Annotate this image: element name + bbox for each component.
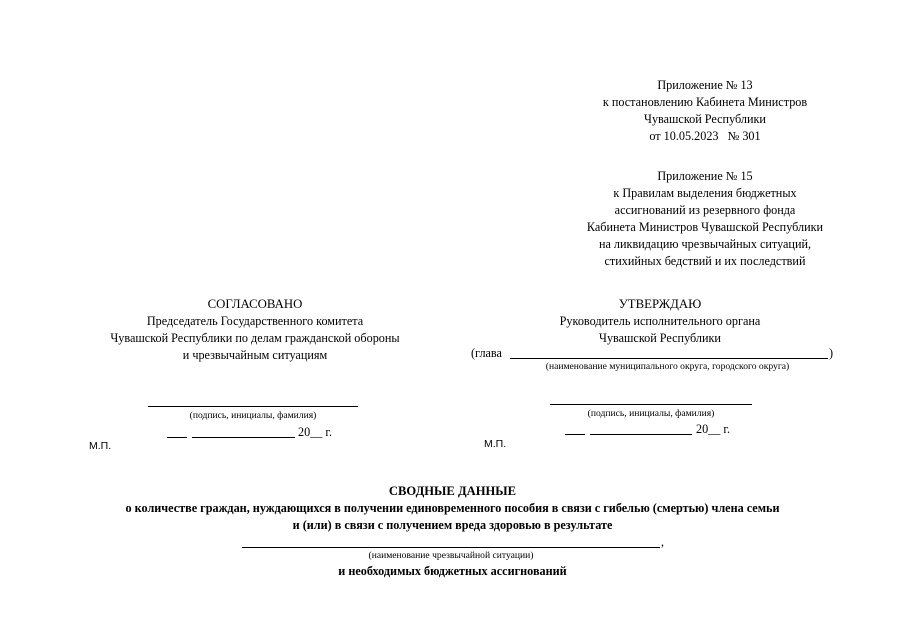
- appendix-15-line: ассигнований из резервного фонда: [614, 203, 796, 217]
- approve-line: Чувашской Республики: [599, 331, 721, 345]
- approve-head-suffix: ): [829, 346, 834, 360]
- agreed-date-day-line: [167, 437, 187, 438]
- approve-head-prefix: (глава: [471, 346, 502, 360]
- agreed-line: Председатель Государственного комитета: [146, 314, 364, 328]
- emergency-name-caption: (наименование чрезвычайной ситуации): [368, 550, 534, 561]
- appendix-15-line: Кабинета Министров Чувашской Республики: [586, 220, 824, 234]
- agreed-signature-caption: (подпись, инициалы, фамилия): [189, 410, 317, 421]
- agreed-line: Чувашской Республики по делам гражданской обороны: [110, 331, 400, 345]
- approve-date-year: 20__ г.: [696, 422, 731, 436]
- appendix-13-line: от 10.05.2023 № 301: [649, 129, 761, 143]
- approve-date-month-line: [590, 434, 692, 435]
- summary-line-2: и (или) в связи с получением вреда здоровью в результате: [292, 518, 613, 532]
- agreed-block: [80, 296, 430, 364]
- agreed-stamp: М.П.: [89, 440, 112, 452]
- appendix-13-line: Чувашской Республики: [644, 112, 766, 126]
- emergency-name-comma: ,: [661, 535, 665, 549]
- approve-heading: УТВЕРЖДАЮ: [618, 297, 702, 311]
- summary-title: СВОДНЫЕ ДАННЫЕ: [388, 484, 517, 498]
- appendix-13-line: Приложение № 13: [657, 78, 753, 92]
- agreed-line: и чрезвычайным ситуациям: [182, 348, 328, 362]
- appendix-15-line: к Правилам выделения бюджетных: [613, 186, 797, 200]
- appendix-15-line: Приложение № 15: [657, 169, 753, 183]
- summary-line-3: и необходимых бюджетных ассигнований: [338, 564, 567, 578]
- agreed-heading: СОГЛАСОВАНО: [207, 297, 303, 311]
- agreed-date-year: 20__ г.: [298, 425, 333, 439]
- approve-line: Руководитель исполнительного органа: [559, 314, 761, 328]
- approve-signature-line: [550, 404, 752, 405]
- emergency-name-line: [242, 547, 660, 548]
- appendix-13-block: [560, 77, 850, 145]
- approve-head-line: [510, 358, 828, 359]
- agreed-signature-line: [148, 406, 358, 407]
- approve-stamp: М.П.: [484, 438, 507, 450]
- approve-signature-caption: (подпись, инициалы, фамилия): [587, 408, 715, 419]
- approve-date-day-line: [565, 434, 585, 435]
- approve-head-caption: (наименование муниципального округа, городского округа): [545, 361, 790, 372]
- appendix-15-line: стихийных бедствий и их последствий: [604, 254, 806, 268]
- appendix-15-line: на ликвидацию чрезвычайных ситуаций,: [598, 237, 812, 251]
- approve-block: [480, 296, 840, 347]
- summary-line-1: о количестве граждан, нуждающихся в получении единовременного пособия в связи с гибелью (смертью) члена семьи: [125, 501, 780, 515]
- appendix-15-block: [540, 168, 870, 270]
- agreed-date-month-line: [192, 437, 295, 438]
- appendix-13-line: к постановлению Кабинета Министров: [602, 95, 808, 109]
